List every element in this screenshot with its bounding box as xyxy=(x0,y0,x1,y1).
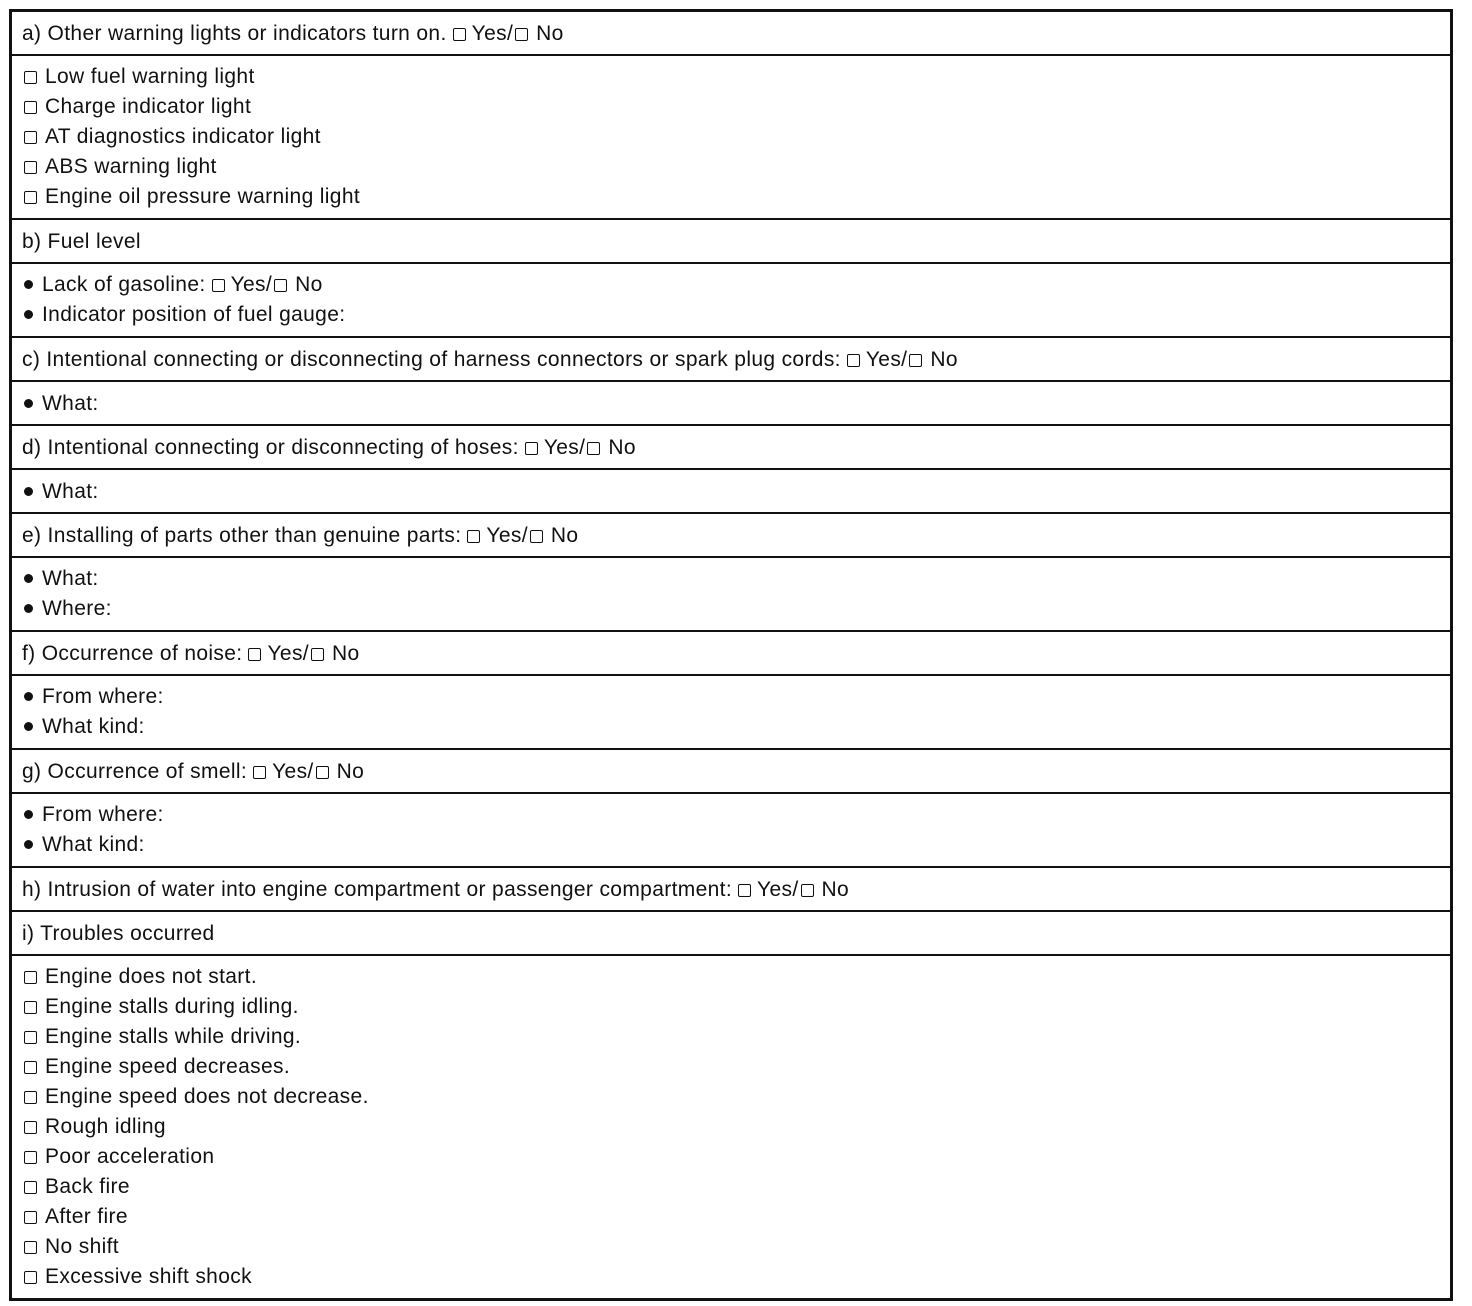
checkbox-item[interactable] xyxy=(22,1142,1450,1172)
item-label: Engine does not start. xyxy=(45,965,257,988)
checkbox-item[interactable] xyxy=(22,1232,1450,1262)
no-label: No xyxy=(295,273,323,296)
checkbox-item[interactable] xyxy=(22,152,1450,182)
yes-label: Yes/ xyxy=(543,436,586,459)
from-where-label: From where: xyxy=(42,803,164,826)
item-label: ABS warning light xyxy=(45,155,217,178)
checkbox[interactable] xyxy=(24,1001,37,1014)
section-e-body xyxy=(12,558,1450,632)
checkbox[interactable] xyxy=(24,1031,37,1044)
no-label: No xyxy=(608,436,636,459)
yes-label: Yes/ xyxy=(865,348,908,371)
section-c-body xyxy=(12,382,1450,426)
bullet-icon xyxy=(24,810,33,819)
no-checkbox[interactable] xyxy=(909,354,922,367)
section-b-header xyxy=(12,220,1450,264)
section-i-title: i) Troubles occurred xyxy=(22,922,215,945)
bullet-icon xyxy=(24,692,33,701)
what-kind-label: What kind: xyxy=(42,833,145,856)
no-label: No xyxy=(331,642,360,665)
item-label: After fire xyxy=(45,1205,128,1228)
section-i-body xyxy=(12,956,1450,1298)
no-checkbox[interactable] xyxy=(274,279,287,292)
bullet-icon xyxy=(24,280,33,289)
yes-checkbox[interactable] xyxy=(453,28,466,41)
section-a-title: a) Other warning lights or indicators turn on. xyxy=(22,22,447,45)
bullet-icon xyxy=(24,722,33,731)
bullet-icon xyxy=(24,574,33,583)
no-label: No xyxy=(550,524,579,547)
checkbox[interactable] xyxy=(24,1241,37,1254)
bullet-icon xyxy=(24,487,33,496)
item-label: Engine speed does not decrease. xyxy=(45,1085,369,1108)
checkbox-item[interactable] xyxy=(22,1052,1450,1082)
yes-checkbox[interactable] xyxy=(212,279,225,292)
section-f-title: f) Occurrence of noise: xyxy=(22,642,243,665)
checkbox[interactable] xyxy=(24,101,37,114)
item-label: Engine stalls while driving. xyxy=(45,1025,302,1048)
item-label: Excessive shift shock xyxy=(45,1265,252,1288)
section-a-header xyxy=(12,12,1450,56)
item-label: No shift xyxy=(45,1235,119,1258)
checkbox[interactable] xyxy=(24,191,37,204)
section-d-header xyxy=(12,426,1450,470)
no-checkbox[interactable] xyxy=(515,28,528,41)
yes-checkbox[interactable] xyxy=(253,766,266,779)
no-checkbox[interactable] xyxy=(311,648,324,661)
section-d-body xyxy=(12,470,1450,514)
item-label: AT diagnostics indicator light xyxy=(45,125,321,148)
item-label: Engine oil pressure warning light xyxy=(45,185,361,208)
bullet-icon xyxy=(24,840,33,849)
checkbox[interactable] xyxy=(24,131,37,144)
no-label: No xyxy=(336,760,365,783)
section-f-body xyxy=(12,676,1450,750)
checkbox-item[interactable] xyxy=(22,992,1450,1022)
checkbox-item[interactable] xyxy=(22,122,1450,152)
no-label: No xyxy=(930,348,958,371)
yes-checkbox[interactable] xyxy=(525,442,538,455)
section-g-title: g) Occurrence of smell: xyxy=(22,760,248,783)
no-checkbox[interactable] xyxy=(530,530,543,543)
questionnaire-form xyxy=(9,9,1453,1301)
yes-checkbox[interactable] xyxy=(847,354,860,367)
what-label: What: xyxy=(42,392,99,415)
bullet-icon xyxy=(24,604,33,613)
checkbox[interactable] xyxy=(24,1091,37,1104)
checkbox[interactable] xyxy=(24,161,37,174)
yes-checkbox[interactable] xyxy=(467,530,480,543)
item-label: Charge indicator light xyxy=(45,95,252,118)
no-checkbox[interactable] xyxy=(801,884,814,897)
section-d-title: d) Intentional connecting or disconnecting of hoses: xyxy=(22,436,519,459)
no-checkbox[interactable] xyxy=(316,766,329,779)
section-g-header xyxy=(12,750,1450,794)
item-label: Low fuel warning light xyxy=(45,65,255,88)
item-label: Engine speed decreases. xyxy=(45,1055,291,1078)
from-where-label: From where: xyxy=(42,685,164,708)
checkbox-item[interactable] xyxy=(22,1172,1450,1202)
yes-label: Yes/ xyxy=(230,273,273,296)
checkbox-item[interactable] xyxy=(22,92,1450,122)
checkbox[interactable] xyxy=(24,1061,37,1074)
no-label: No xyxy=(536,22,564,45)
section-h-title: h) Intrusion of water into engine compartment or passenger compartment: xyxy=(22,878,733,901)
yes-label: Yes/ xyxy=(267,642,309,665)
yes-label: Yes/ xyxy=(486,524,528,547)
yes-label: Yes/ xyxy=(757,878,799,901)
section-f-header xyxy=(12,632,1450,676)
checkbox[interactable] xyxy=(24,71,37,84)
checkbox-item[interactable] xyxy=(22,182,1450,212)
yes-label: Yes/ xyxy=(471,22,514,45)
yes-label: Yes/ xyxy=(272,760,314,783)
checkbox-item[interactable] xyxy=(22,962,1450,992)
checkbox[interactable] xyxy=(24,1271,37,1284)
checkbox[interactable] xyxy=(24,971,37,984)
what-kind-label: What kind: xyxy=(42,715,145,738)
checkbox-item[interactable] xyxy=(22,1022,1450,1052)
section-b-title: b) Fuel level xyxy=(22,230,141,253)
checkbox-item[interactable] xyxy=(22,62,1450,92)
item-label: Rough idling xyxy=(45,1115,166,1138)
no-label: No xyxy=(821,878,850,901)
checkbox[interactable] xyxy=(24,1151,37,1164)
checkbox-item[interactable] xyxy=(22,1202,1450,1232)
checkbox[interactable] xyxy=(24,1181,37,1194)
what-label: What: xyxy=(42,567,99,590)
item-label: Back fire xyxy=(45,1175,130,1198)
checkbox-item[interactable] xyxy=(22,1262,1450,1292)
section-h-header xyxy=(12,868,1450,912)
section-e-header xyxy=(12,514,1450,558)
checkbox[interactable] xyxy=(24,1211,37,1224)
section-i-header xyxy=(12,912,1450,956)
section-e-title: e) Installing of parts other than genuine parts: xyxy=(22,524,462,547)
bullet-icon xyxy=(24,399,33,408)
section-g-body xyxy=(12,794,1450,868)
checkbox[interactable] xyxy=(24,1121,37,1134)
no-checkbox[interactable] xyxy=(587,442,600,455)
section-a-body xyxy=(12,56,1450,220)
checkbox-item[interactable] xyxy=(22,1112,1450,1142)
fuel-gauge-label: Indicator position of fuel gauge: xyxy=(42,303,346,326)
section-c-header xyxy=(12,338,1450,382)
bullet-icon xyxy=(24,310,33,319)
yes-checkbox[interactable] xyxy=(248,648,261,661)
yes-checkbox[interactable] xyxy=(738,884,751,897)
item-label: Engine stalls during idling. xyxy=(45,995,299,1018)
checkbox-item[interactable] xyxy=(22,1082,1450,1112)
section-b-body xyxy=(12,264,1450,338)
item-label: Poor acceleration xyxy=(45,1145,215,1168)
section-c-title: c) Intentional connecting or disconnecting of harness connectors or spark plug cords: xyxy=(22,348,841,371)
what-label: What: xyxy=(42,480,99,503)
lack-of-gasoline-label: Lack of gasoline: xyxy=(42,273,206,296)
where-label: Where: xyxy=(42,597,112,620)
